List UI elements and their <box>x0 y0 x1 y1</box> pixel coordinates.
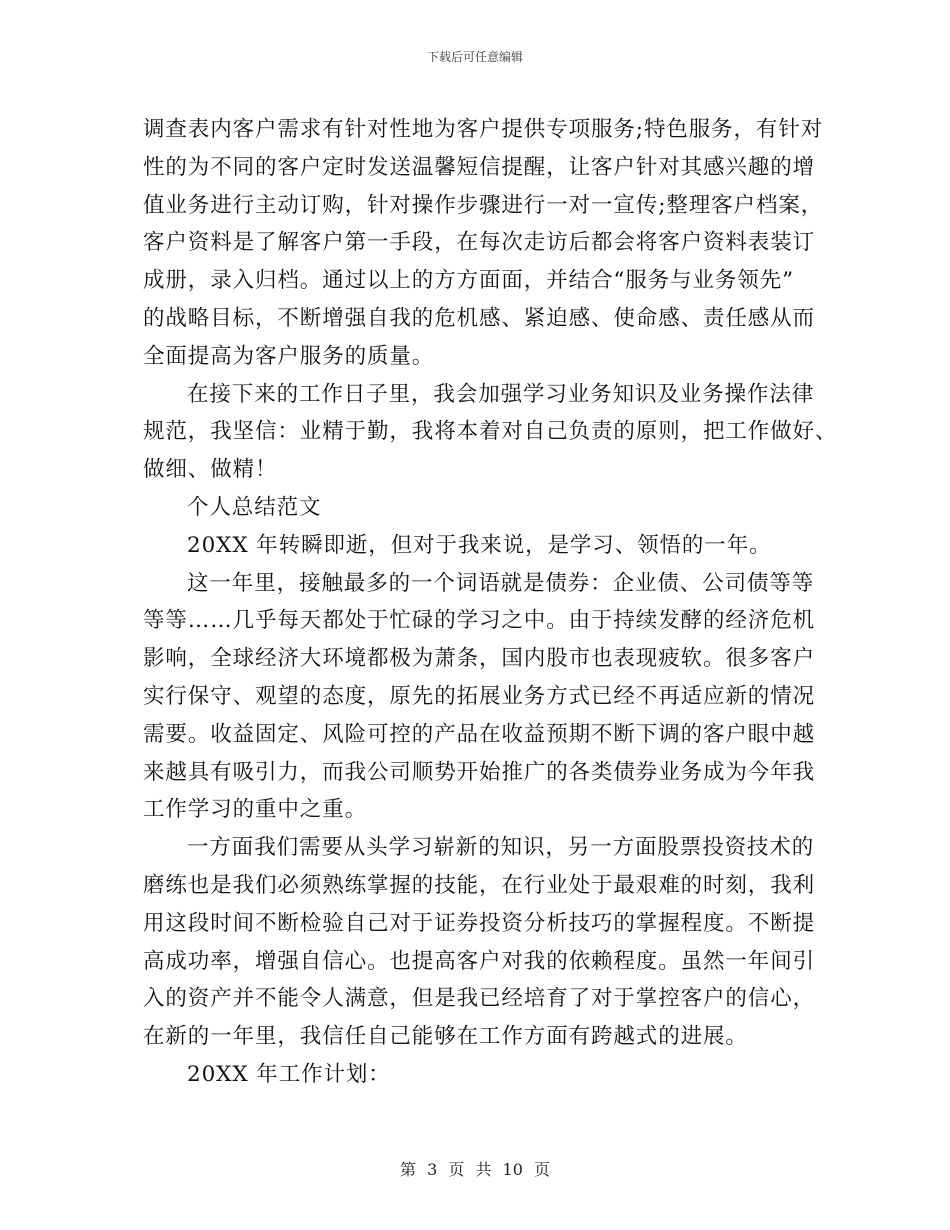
text-line: 实行保守、观望的态度，原先的拓展业务方式已经不再适应新的情况 <box>143 683 816 709</box>
text-line: 影响，全球经济大环境都极为萧条，国内股市也表现疲软。很多客户 <box>143 646 816 672</box>
text-line: 等等……几乎每天都处于忙碌的学习之中。由于持续发酵的经济危机 <box>143 608 816 634</box>
text-line: 磨练也是我们必须熟练掌握的技能，在行业处于最艰难的时刻，我利 <box>143 872 816 898</box>
text-line: 需要。收益固定、风险可控的产品在收益预期不断下调的客户眼中越 <box>143 721 816 747</box>
text-line: 工作学习的重中之重。 <box>143 797 368 823</box>
text-line: 入的资产并不能令人满意，但是我已经培育了对于掌控客户的信心， <box>143 986 816 1012</box>
text-line: 规范，我坚信：业精于勤，我将本着对自己负责的原则，把工作做好、 <box>143 419 838 445</box>
page-footer: 第 3 页 共 10 页 <box>400 1160 550 1179</box>
text-line: 性的为不同的客户定时发送温馨短信提醒，让客户针对其感兴趣的增 <box>143 154 816 180</box>
text-line: 20XX 年转瞬即逝，但对于我来说，是学习、领悟的一年。 <box>187 532 772 558</box>
text-line: 个人总结范文 <box>187 494 322 520</box>
text-line: 做细、做精！ <box>143 457 278 483</box>
text-line: 20XX 年工作计划： <box>187 1061 391 1087</box>
text-line: 的战略目标，不断增强自我的危机感、紧迫感、使命感、责任感从而 <box>143 305 816 331</box>
text-line: 在新的一年里，我信任自己能够在工作方面有跨越式的进展。 <box>143 1024 748 1050</box>
page-header: 下载后可任意编辑 <box>426 50 523 64</box>
text-line: 来越具有吸引力，而我公司顺势开始推广的各类债券业务成为今年我 <box>143 759 816 785</box>
text-line: 一方面我们需要从头学习崭新的知识，另一方面股票投资技术的 <box>187 835 815 861</box>
text-line: 调查表内客户需求有针对性地为客户提供专项服务;特色服务，有针对 <box>143 117 824 142</box>
text-line: 用这段时间不断检验自己对于证券投资分析技巧的掌握程度。不断提 <box>143 910 816 936</box>
text-line: 成册，录入归档。通过以上的方方面面，并结合“服务与业务领先” <box>143 268 794 294</box>
text-line: 客户资料是了解客户第一手段，在每次走访后都会将客户资料表装订 <box>143 230 816 256</box>
text-line: 在接下来的工作日子里，我会加强学习业务知识及业务操作法律 <box>187 381 815 407</box>
text-line: 这一年里，接触最多的一个词语就是债券：企业债、公司债等等 <box>187 570 815 596</box>
document-body <box>143 111 838 1094</box>
text-line: 高成功率，增强自信心。也提高客户对我的依赖程度。虽然一年间引 <box>143 948 816 974</box>
text-line: 全面提高为客户服务的质量。 <box>143 343 435 369</box>
text-line: 值业务进行主动订购，针对操作步骤进行一对一宣传;整理客户档案， <box>143 192 824 218</box>
